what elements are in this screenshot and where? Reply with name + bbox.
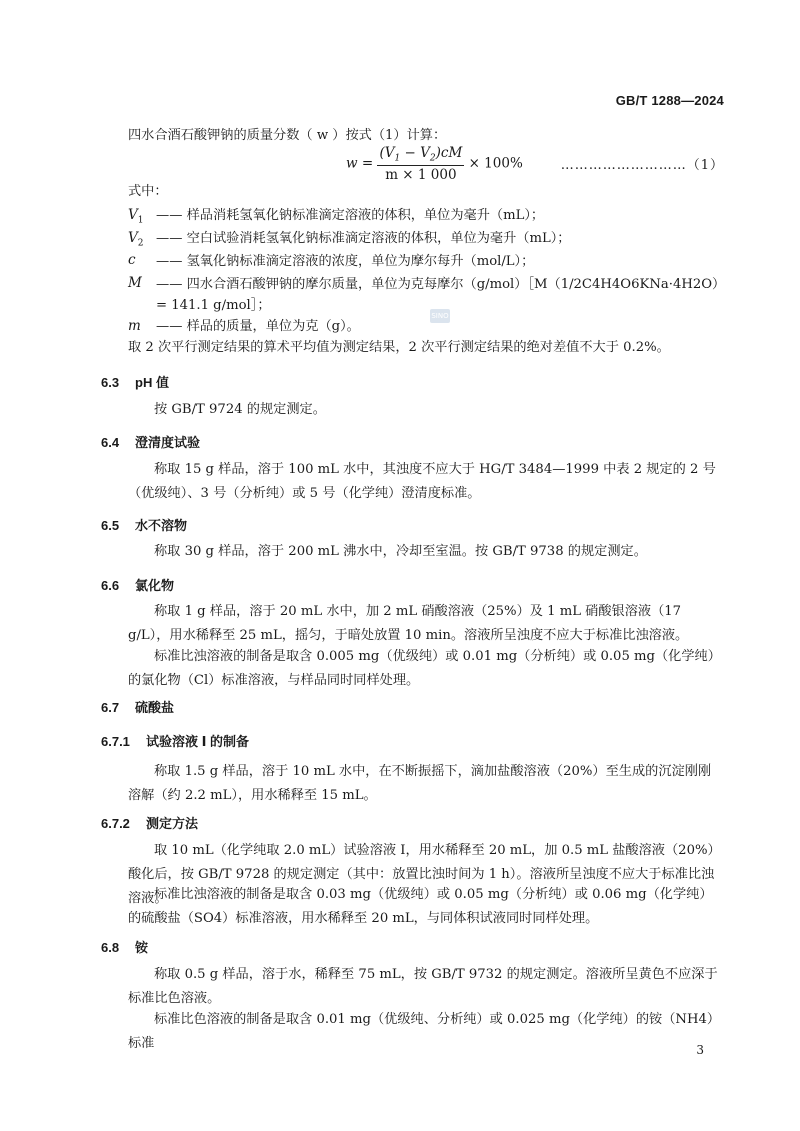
symbol-v1: $V_1$ [128,207,144,226]
formula [346,145,523,183]
page-number: 3 [696,1043,704,1057]
heading-6-4: 6.4 澄清度试验 [101,435,201,450]
text-6-7-1: 称取 1.5 g 样品，溶于 10 mL 水中，在不断振摇下，滴加盐酸溶液（20%）至生成的沉淀刚刚溶解（约 2.2 mL），用水稀释至 15 mL。 [128,764,712,803]
formula-lhs: w = [346,155,374,172]
symbol-m: m [128,318,141,334]
def-c: —— 氢氧化钠标准滴定溶液的浓度，单位为摩尔每升（mol/L）； [156,254,535,269]
text-6-7-2-p1: 取 10 mL（化学纯取 2.0 mL）试验溶液 Ⅰ，用水稀释至 20 mL，加 0.5 mL 盐酸溶液（20%）酸化后，按 GB/T 9728 的规定测定（其中：放置比浊时间为 1 h）。溶液所呈浊度不应大于标准比浊溶液。 [128,843,721,906]
equation-number: ………………………（1） [560,158,724,173]
heading-6-7: 6.7 硫酸盐 [101,700,175,715]
def-v2: —— 空白试验消耗氢氧化钠标准滴定溶液的体积，单位为毫升（mL）； [156,231,571,246]
heading-6-7-2: 6.7.2 测定方法 [101,816,199,831]
symbol-v2: $V_2$ [128,230,144,249]
def-m: —— 样品的质量，单位为克（g）。 [156,319,360,334]
formula-times: × 100% [468,155,523,172]
formula-denominator: m × 1 000 [385,166,457,183]
watermark: SINO [430,309,450,323]
heading-6-8: 6.8 铵 [101,940,149,955]
text-6-8-p1: 称取 0.5 g 样品，溶于水，稀释至 75 mL，按 GB/T 9732 的规定测定。溶液所呈黄色不应深于标准比色溶液。 [128,967,718,1006]
text-6-7-2-p2: 标准比浊溶液的制备是取含 0.03 mg（优级纯）或 0.05 mg（分析纯）或 0.06 mg（化学纯）的硫酸盐（SO4）标准溶液，用水稀释至 20 mL，与同体积试液同时同样处理。 [128,887,713,926]
symbol-M: M [128,275,142,291]
result-text: 取 2 次平行测定结果的算术平均值为测定结果，2 次平行测定结果的绝对差值不大于 0.2%。 [128,340,670,355]
text-6-5: 称取 30 g 样品，溶于 200 mL 沸水中，冷却至室温。按 GB/T 9738 的规定测定。 [154,544,647,559]
heading-6-5: 6.5 水不溶物 [101,518,188,533]
text-6-8-p2: 标准比色溶液的制备是取含 0.01 mg（优级纯、分析纯）或 0.025 mg（化学纯）的铵（NH4）标准 [128,1012,721,1051]
formula-intro: 四水合酒石酸钾钠的质量分数（ w ）按式（1）计算： [128,128,447,143]
text-6-3: 按 GB/T 9724 的规定测定。 [154,402,326,417]
symbol-c: c [128,252,136,268]
heading-6-6: 6.6 氯化物 [101,578,175,593]
def-M: —— 四水合酒石酸钾钠的摩尔质量，单位为克每摩尔（g/mol）［M（1/2C4H4O6KNa·4H2O）= 141.1 g/mol］； [156,277,719,313]
text-6-4: 称取 15 g 样品，溶于 100 mL 水中，其浊度不应大于 HG/T 3484—1999 中表 2 规定的 2 号（优级纯）、3 号（分析纯）或 5 号（化学纯）澄清度标准。 [128,462,716,501]
heading-6-7-1: 6.7.1 试验溶液 Ⅰ 的制备 [101,734,250,749]
text-6-6-p1: 称取 1 g 样品，溶于 20 mL 水中，加 2 mL 硝酸溶液（25%）及 1 mL 硝酸银溶液（17 g/L），用水稀释至 25 mL，摇匀，于暗处放置 10 min。溶液所呈浊度不应大于标准比浊溶液。 [128,604,689,643]
formula-fraction [377,145,464,183]
where-label: 式中： [128,184,168,199]
formula-numerator: $(V_1 - V_2)cM$ [379,145,463,164]
text-6-6-p2: 标准比浊溶液的制备是取含 0.005 mg（优级纯）或 0.01 mg（分析纯）或 0.05 mg（化学纯）的氯化物（Cl）标准溶液，与样品同时同样处理。 [128,649,721,688]
def-v1: —— 样品消耗氢氧化钠标准滴定溶液的体积，单位为毫升（mL）； [156,208,545,223]
standard-number: GB/T 1288—2024 [615,93,724,108]
heading-6-3: 6.3 pH 值 [101,375,169,390]
